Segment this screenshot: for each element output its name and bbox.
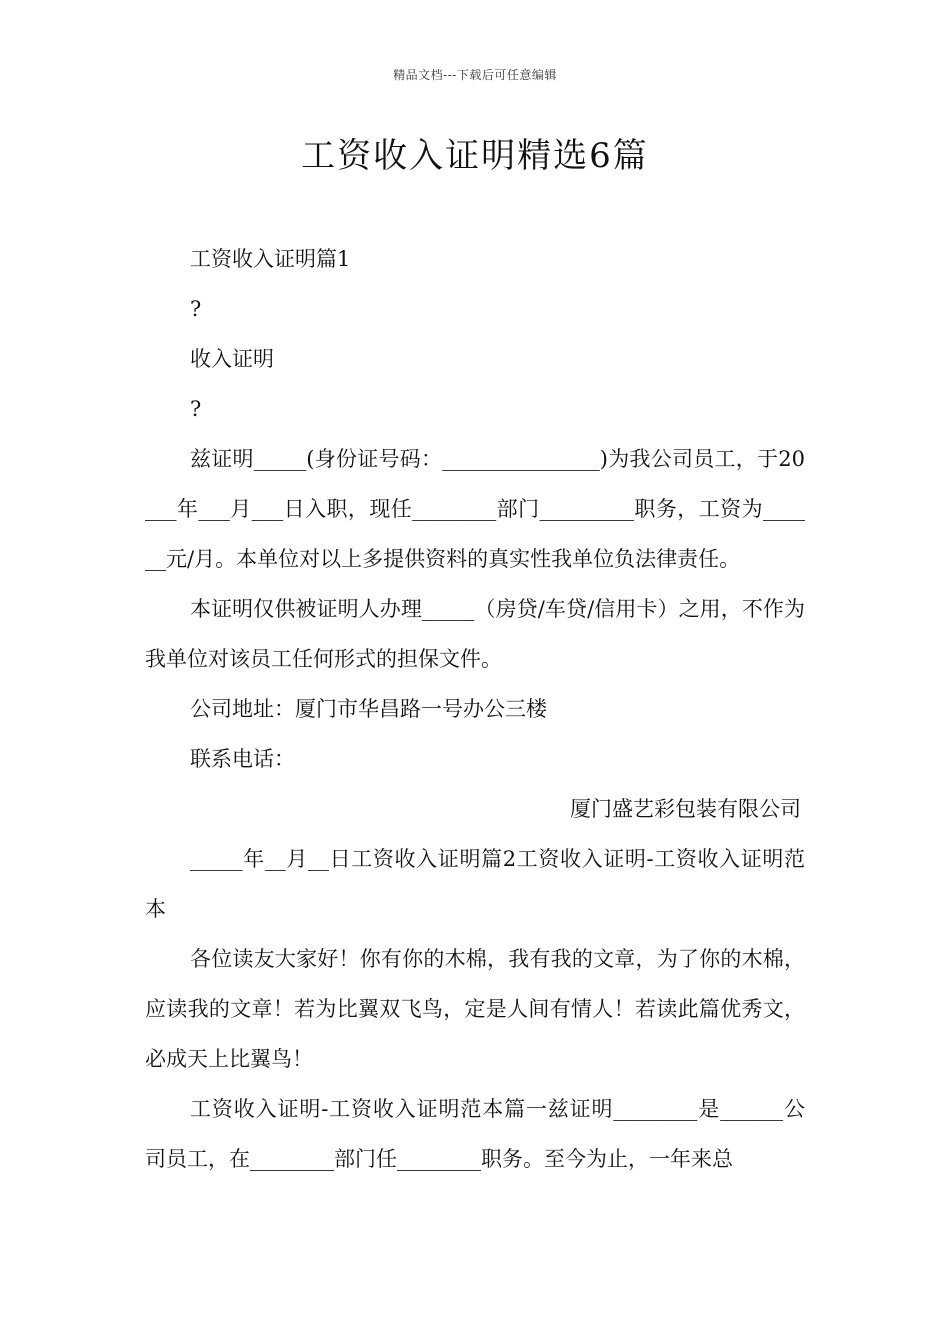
certificate-heading: 收入证明 (190, 347, 274, 371)
company-address: 公司地址：厦门市华昌路一号办公三楼 (190, 697, 547, 721)
certificate-body-paragraph: 兹证明_____(身份证号码：_______________)为我公司员工，于20___年___月___日入职，现任________部门_________职务，工资为______元/月。本单位对以上多提供资料的真实性我单位负法律责任。 (145, 447, 805, 571)
date-and-section-heading-2: _____年__月__日工资收入证明篇2工资收入证明-工资收入证明范本 (145, 847, 805, 921)
usage-statement-paragraph: 本证明仅供被证明人办理_____（房贷/车贷/信用卡）之用，不作为我单位对该员工任何形式的担保文件。 (145, 597, 805, 671)
section-heading-1: 工资收入证明篇1 (190, 247, 351, 271)
document-body (145, 234, 805, 1184)
sample-certificate-paragraph: 工资收入证明-工资收入证明范本篇一兹证明________是______公司员工，在________部门任________职务。至今为止，一年来总 (145, 1097, 805, 1171)
document-title: 工资收入证明精选6篇 (301, 136, 649, 176)
placeholder-mark: ? (190, 397, 202, 421)
placeholder-mark: ? (190, 297, 202, 321)
header-note: 精品文档---下载后可任意编辑 (393, 68, 557, 82)
company-signature: 厦门盛艺彩包装有限公司 (570, 797, 801, 821)
contact-phone: 联系电话： (190, 747, 295, 771)
greeting-paragraph: 各位读友大家好！你有你的木棉，我有我的文章，为了你的木棉，应读我的文章！若为比翼双飞鸟，定是人间有情人！若读此篇优秀文，必成天上比翼鸟！ (145, 947, 805, 1071)
